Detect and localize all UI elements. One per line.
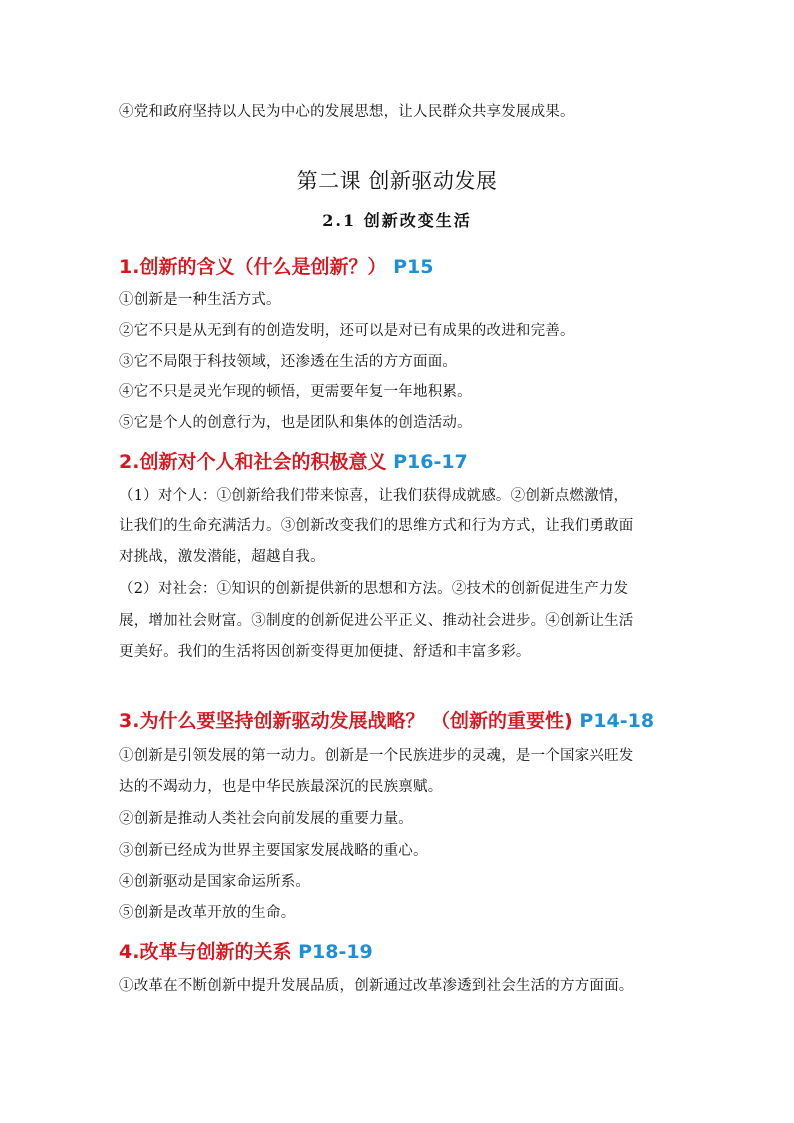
section-3-line: ①创新是引领发展的第一动力。创新是一个民族进步的灵魂，是一个国家兴旺发 (119, 748, 634, 764)
section-title: 2.1 创新改变生活 (322, 211, 472, 230)
section-1-heading-text: 1.创新的含义（什么是创新？） (119, 256, 387, 278)
section-2-line: 对挑战，激发潜能，超越自我。 (119, 549, 325, 565)
section-1-line: ⑤它是个人的创意行为，也是团队和集体的创造活动。 (119, 415, 472, 431)
section-2-line: （2）对社会：①知识的创新提供新的思想和方法。②技术的创新促进生产力发 (119, 581, 629, 597)
section-1-heading (119, 255, 433, 279)
section-3-line: ②创新是推动人类社会向前发展的重要力量。 (119, 811, 413, 827)
section-1-line: ③它不局限于科技领域，还渗透在生活的方方面面。 (119, 354, 458, 370)
section-3-heading-text: 3.为什么要坚持创新驱动发展战略？ （创新的重要性) (119, 710, 573, 732)
intro-line: ④党和政府坚持以人民为中心的发展思想，让人民群众共享发展成果。 (119, 104, 575, 120)
section-3-line: 达的不竭动力，也是中华民族最深沉的民族禀赋。 (119, 779, 443, 795)
section-2-line: 展，增加社会财富。③制度的创新促进公平正义、推动社会进步。④创新让生活 (119, 613, 634, 629)
section-1-line: ②它不只是从无到有的创造发明，还可以是对已有成果的改进和完善。 (119, 323, 575, 339)
section-4-page-ref: P18-19 (298, 941, 373, 963)
section-2-heading (119, 450, 468, 474)
section-1-page-ref: P15 (393, 256, 434, 278)
section-2-line: 更美好。我们的生活将因创新变得更加便捷、舒适和丰富多彩。 (119, 644, 531, 660)
section-4-heading-text: 4.改革与创新的关系 (119, 941, 292, 963)
section-4-heading (119, 940, 373, 964)
section-3-line: ⑤创新是改革开放的生命。 (119, 905, 296, 921)
lesson-title: 第二课 创新驱动发展 (296, 169, 498, 193)
section-2-line: （1）对个人：①创新给我们带来惊喜，让我们获得成就感。②创新点燃激情， (119, 488, 629, 504)
section-2-heading-text: 2.创新对个人和社会的积极意义 (119, 451, 387, 473)
section-2-page-ref: P16-17 (393, 451, 468, 473)
section-3-line: ④创新驱动是国家命运所系。 (119, 874, 311, 890)
section-3-page-ref: P14-18 (579, 710, 655, 732)
section-1-line: ④它不只是灵光乍现的顿悟，更需要年复一年地积累。 (119, 384, 472, 400)
section-2-line: 让我们的生命充满活力。③创新改变我们的思维方式和行为方式，让我们勇敢面 (119, 518, 634, 534)
section-1-line: ①创新是一种生活方式。 (119, 292, 281, 308)
section-3-line: ③创新已经成为世界主要国家发展战略的重心。 (119, 843, 428, 859)
section-3-heading (119, 709, 654, 733)
section-4-line: ①改革在不断创新中提升发展品质，创新通过改革渗透到社会生活的方方面面。 (119, 978, 634, 994)
